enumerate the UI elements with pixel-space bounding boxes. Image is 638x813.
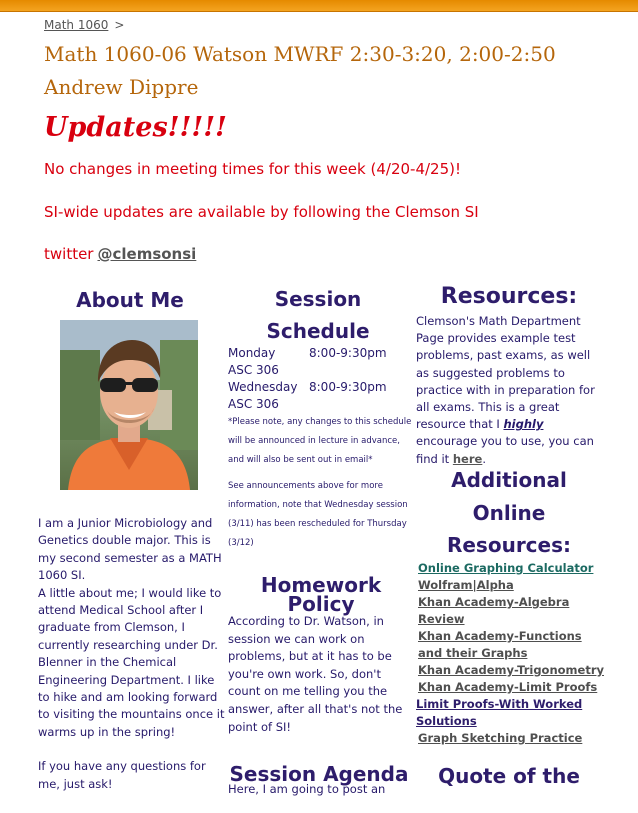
- schedule-announcement: See announcements above for more information, note that Wednesday session (3/11) has been rescheduled for Thursday (3/12): [228, 481, 408, 548]
- homework-policy-text: According to Dr. Watson, in session we can work on problems, but at it has to be you're own work. So, don't count on me telling you the answer, after all that's not the point of SI!: [228, 614, 403, 734]
- updates-heading: Updates!!!!!: [44, 112, 227, 143]
- additional-resources-heading: Additional Online Resources:: [446, 468, 572, 557]
- link-online-graphing-calculator[interactable]: Online Graphing Calculator: [418, 561, 594, 575]
- session-schedule-heading: Session Schedule: [266, 287, 370, 343]
- twitter-handle-link[interactable]: @clemsonsi: [97, 245, 197, 263]
- schedule-row: [228, 362, 408, 379]
- schedule-row: [228, 379, 408, 396]
- profile-photo: [60, 320, 198, 490]
- schedule-row: [228, 345, 408, 362]
- schedule-row: [228, 396, 408, 413]
- here-link[interactable]: here: [452, 451, 483, 466]
- about-me-paragraph-2: A little about me; I would like to attend Medical School after I graduate from Clemson, I currently researching under Dr. Blenner in the Chemical Engineering Department. I like to hike and am looking forward to visiting the mountains once it warms up in the spring!: [38, 585, 225, 739]
- breadcrumb-math-1060-link[interactable]: Math 1060: [44, 18, 109, 32]
- resources-text: [416, 313, 606, 468]
- schedule-table: [228, 345, 408, 413]
- twitter-line: [44, 245, 196, 263]
- schedule-day: Wednesday: [228, 380, 298, 394]
- highly-link[interactable]: highly: [503, 417, 544, 432]
- top-bar: [0, 0, 638, 12]
- link-khan-algebra-review[interactable]: Khan Academy-Algebra Review: [418, 595, 570, 626]
- si-updates-notice: SI-wide updates are available by following the Clemson SI: [44, 203, 479, 221]
- homework-policy-heading: Homework Policy: [260, 573, 382, 616]
- meeting-times-notice: No changes in meeting times for this week (4/20-4/25)!: [44, 160, 461, 178]
- about-me-heading: About Me: [76, 288, 184, 312]
- resources-period: .: [482, 451, 486, 466]
- schedule-note: *Please note, any changes to this schedule will be announced in lecture in advance, and will also be sent out in email*: [228, 417, 412, 465]
- schedule-time: 8:00-9:30pm: [309, 380, 387, 394]
- session-agenda-text: Here, I am going to post an: [228, 782, 386, 796]
- paragraph-spacer: [38, 741, 226, 758]
- schedule-day: Monday: [228, 346, 276, 360]
- link-wolfram-alpha[interactable]: Wolfram|Alpha: [418, 578, 514, 592]
- resource-links-list: [416, 560, 608, 747]
- about-me-paragraph-1: I am a Junior Microbiology and Genetics double major. This is my second semester as a MATH 1060 SI.: [38, 516, 222, 583]
- link-khan-functions-graphs[interactable]: Khan Academy-Functions and their Graphs: [418, 629, 582, 660]
- profile-photo-illustration: [60, 320, 198, 490]
- link-khan-limit-proofs[interactable]: Khan Academy-Limit Proofs: [418, 680, 598, 694]
- breadcrumb-separator: >: [114, 18, 125, 32]
- page-title: Math 1060-06 Watson MWRF 2:30-3:20, 2:00-2:50 Andrew Dippre: [44, 42, 556, 99]
- resources-text-before: Clemson's Math Department Page provides example test problems, past exams, as well as suggested problems to practice with in preparation for all exams. This is a great resource that I: [416, 314, 595, 432]
- schedule-day: ASC 306: [228, 397, 279, 411]
- session-agenda-heading: Session Agenda: [229, 762, 409, 786]
- schedule-day: ASC 306: [228, 363, 279, 377]
- resources-text-after: encourage you to use, you can find it: [416, 434, 594, 466]
- breadcrumb: [44, 18, 124, 32]
- about-me-paragraph-3: If you have any questions for me, just ask!: [38, 759, 206, 791]
- link-limit-proofs-worked-solutions[interactable]: Limit Proofs-With Worked Solutions: [416, 697, 583, 728]
- schedule-time: 8:00-9:30pm: [309, 346, 387, 360]
- twitter-label: twitter: [44, 245, 94, 263]
- quote-heading: Quote of the: [438, 764, 580, 788]
- link-khan-trigonometry[interactable]: Khan Academy-Trigonometry: [418, 663, 604, 677]
- about-me-text: [38, 515, 226, 793]
- link-graph-sketching-practice[interactable]: Graph Sketching Practice: [418, 731, 583, 745]
- resources-heading: Resources:: [440, 284, 578, 309]
